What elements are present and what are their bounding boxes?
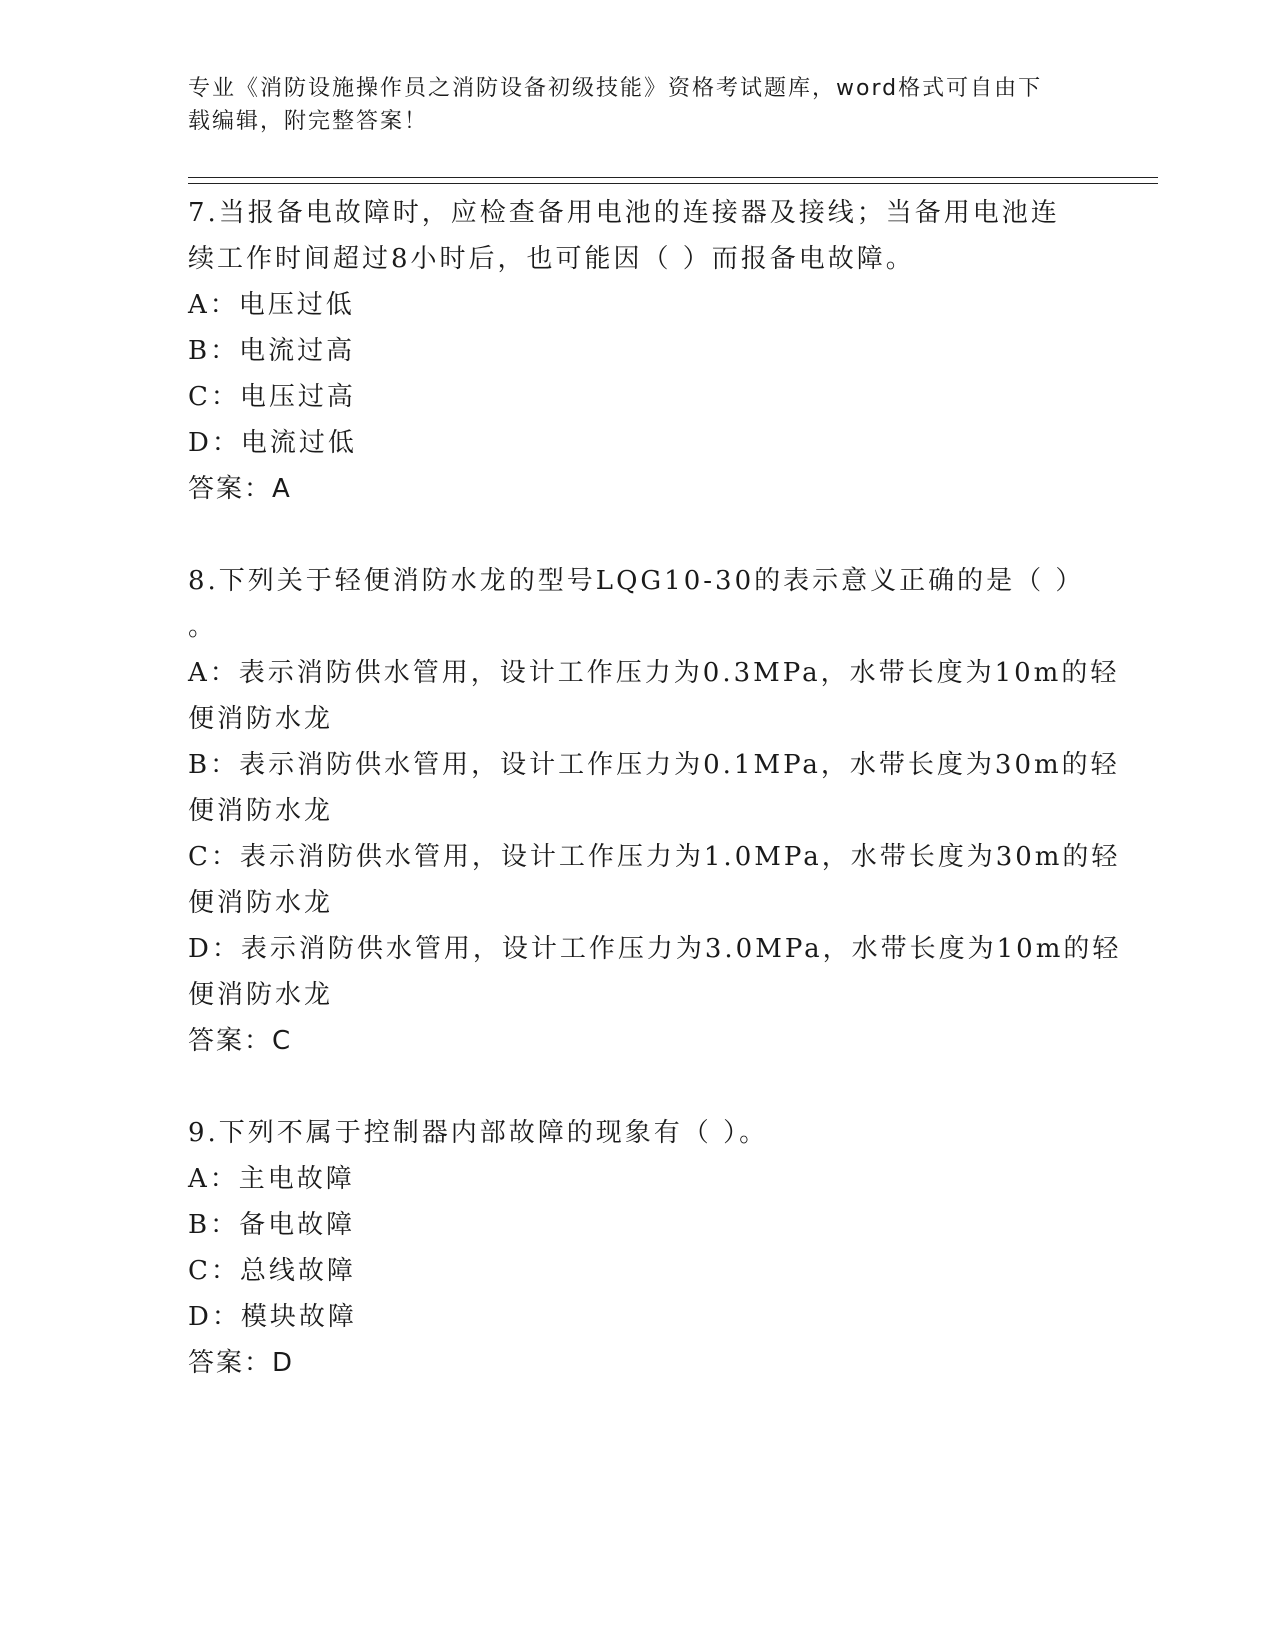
question-stem-line: 。 xyxy=(188,612,218,642)
option-d: D：电流过低 xyxy=(188,428,357,458)
question-stem-line: 9.下列不属于控制器内部故障的现象有（ ）。 xyxy=(188,1118,769,1148)
question-stem-line: 8.下列关于轻便消防水龙的型号LQG10-30的表示意义正确的是（ ） xyxy=(188,566,1085,596)
question-8 xyxy=(188,558,1122,1064)
option-a: A：主电故障 xyxy=(188,1164,355,1194)
question-spacer xyxy=(188,512,1088,558)
header-divider-top xyxy=(188,177,1158,178)
option-c-continuation: 便消防水龙 xyxy=(188,888,334,918)
answer-line: 答案：A xyxy=(188,474,292,504)
question-stem-line: 7.当报备电故障时，应检查备用电池的连接器及接线；当备用电池连 xyxy=(188,198,1060,228)
question-list xyxy=(188,190,1122,1386)
question-spacer xyxy=(188,1064,1088,1110)
option-a: A：表示消防供水管用，设计工作压力为0.3MPa，水带长度为10m的轻 xyxy=(188,658,1120,688)
header-line-1: 专业《消防设施操作员之消防设备初级技能》资格考试题库，word格式可自由下 xyxy=(188,76,1043,101)
option-b: B：备电故障 xyxy=(188,1210,356,1240)
option-d: D：表示消防供水管用，设计工作压力为3.0MPa，水带长度为10m的轻 xyxy=(188,934,1122,964)
option-c: C：总线故障 xyxy=(188,1256,356,1286)
option-c: C：电压过高 xyxy=(188,382,356,412)
question-7 xyxy=(188,190,1088,512)
answer-line: 答案：D xyxy=(188,1348,295,1378)
header-line-2: 载编辑，附完整答案！ xyxy=(188,109,429,134)
option-c: C：表示消防供水管用，设计工作压力为1.0MPa，水带长度为30m的轻 xyxy=(188,842,1121,872)
option-d: D：模块故障 xyxy=(188,1302,357,1332)
question-9 xyxy=(188,1110,1088,1386)
option-a: A：电压过低 xyxy=(188,290,355,320)
answer-line: 答案：C xyxy=(188,1026,293,1056)
question-stem-line: 续工作时间超过8小时后，也可能因（ ）而报备电故障。 xyxy=(188,244,915,274)
option-a-continuation: 便消防水龙 xyxy=(188,704,334,734)
option-d-continuation: 便消防水龙 xyxy=(188,980,334,1010)
option-b-continuation: 便消防水龙 xyxy=(188,796,334,826)
header-divider-bottom xyxy=(188,183,1158,184)
document-header xyxy=(188,72,1088,138)
option-b: B：表示消防供水管用，设计工作压力为0.1MPa，水带长度为30m的轻 xyxy=(188,750,1120,780)
option-b: B：电流过高 xyxy=(188,336,356,366)
